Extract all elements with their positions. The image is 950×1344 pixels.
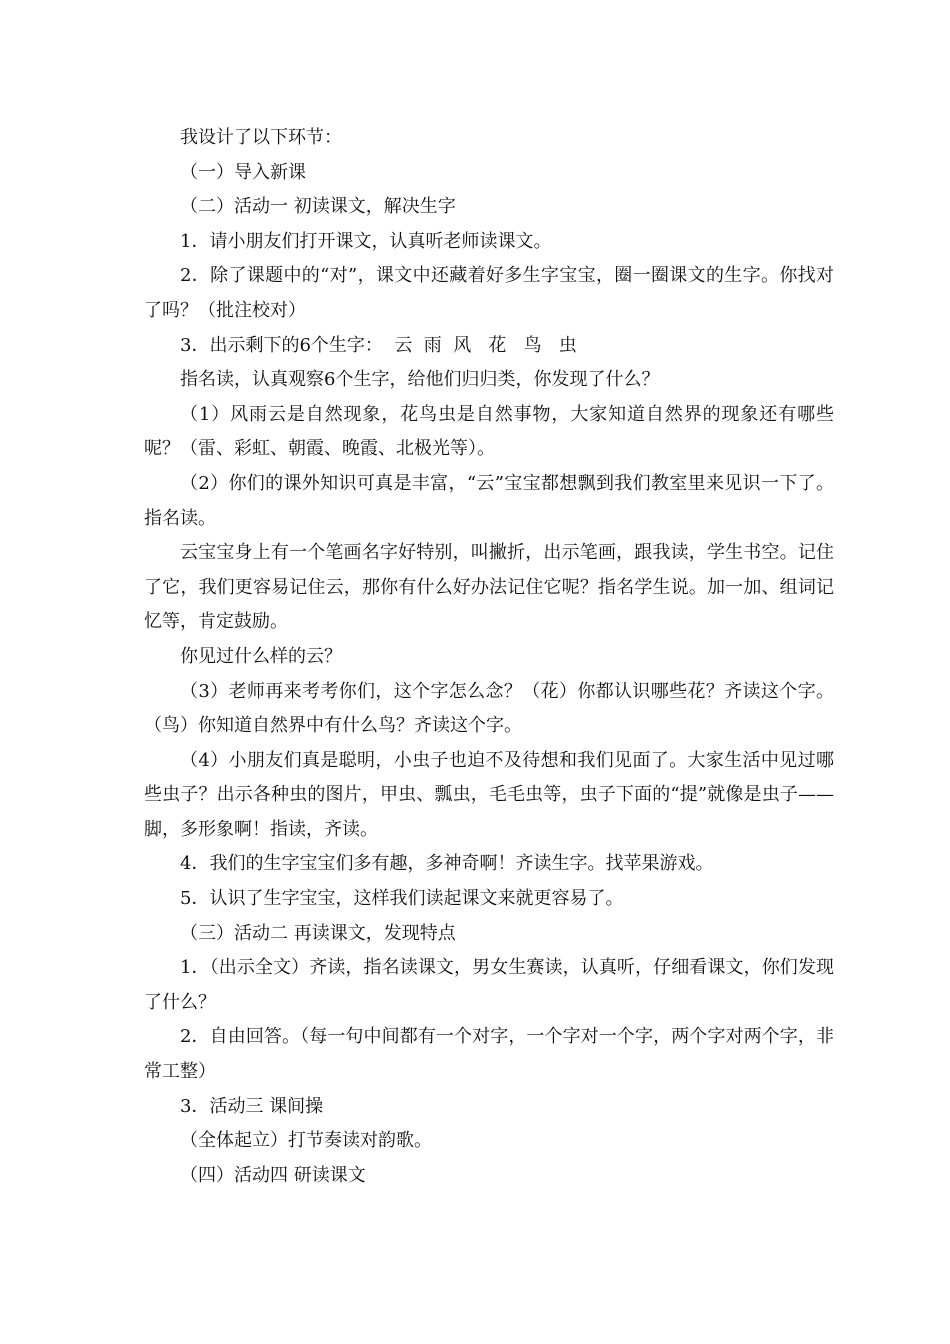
paragraph-question: 你见过什么样的云？	[180, 645, 342, 667]
paragraph-item-2: （2）你们的课外知识可真是丰富，“云”宝宝都想飘到我们教室里来见识一下了。指名读。	[144, 472, 834, 529]
section-heading-1: （一）导入新课	[180, 161, 306, 183]
paragraph-reread-1: 1．（出示全文）齐读，指名读课文，男女生赛读，认真听，仔细看课文，你们发现了什么？	[144, 957, 834, 1013]
paragraph-activity-3: 3．活动三 课间操	[180, 1095, 324, 1117]
section-heading-4: （四）活动四 研读课文	[180, 1164, 366, 1186]
paragraph-step-2: 2．除了课题中的“对”，课文中还藏着好多生字宝宝，圈一圈课文的生字。你找对了吗？（批注校对）	[144, 265, 834, 321]
paragraph-observe: 指名读，认真观察6个生字，给他们归归类，你发现了什么？	[180, 369, 660, 391]
paragraph-item-3: （3）老师再来考考你们，这个字怎么念？（花）你都认识哪些花？齐读这个字。（鸟）你知道自然界中有什么鸟？齐读这个字。	[144, 680, 834, 737]
paragraph-step-3: 3．出示剩下的6个生字： 云 雨 风 花 鸟 虫	[180, 334, 577, 356]
section-heading-3: （三）活动二 再读课文，发现特点	[180, 922, 456, 944]
paragraph-item-4: （4）小朋友们真是聪明，小虫子也迫不及待想和我们见面了。大家生活中见过哪些虫子？出示各种虫的图片，甲虫、瓢虫，毛毛虫等，虫子下面的“提”就像是虫子——脚，多形象啊！指读，齐读。	[144, 749, 834, 840]
paragraph-step-1: 1．请小朋友们打开课文，认真听老师读课文。	[180, 230, 552, 252]
document-body	[144, 121, 834, 1193]
paragraph-stroke: 云宝宝身上有一个笔画名字好特别，叫撇折，出示笔画，跟我读，学生书空。记住了它，我们更容易记住云，那你有什么好办法记住它呢？指名学生说。加一加、组词记忆等，肯定鼓励。	[144, 542, 834, 633]
paragraph-item-1: （1）风雨云是自然现象，花鸟虫是自然事物，大家知道自然界的现象还有哪些呢？（雷、彩虹、朝霞、晚霞、北极光等）。	[144, 403, 834, 460]
paragraph-step-4: 4．我们的生字宝宝们多有趣，多神奇啊！齐读生字。找苹果游戏。	[180, 853, 714, 875]
paragraph-reread-2: 2．自由回答。（每一句中间都有一个对字，一个字对一个字，两个字对两个字，非常工整）	[144, 1026, 834, 1083]
paragraph-stand-up: （全体起立）打节奏读对韵歌。	[180, 1130, 432, 1152]
section-heading-2: （二）活动一 初读课文，解决生字	[180, 196, 456, 218]
paragraph-intro: 我设计了以下环节：	[180, 127, 342, 148]
paragraph-step-5: 5．认识了生字宝宝，这样我们读起课文来就更容易了。	[180, 888, 624, 910]
